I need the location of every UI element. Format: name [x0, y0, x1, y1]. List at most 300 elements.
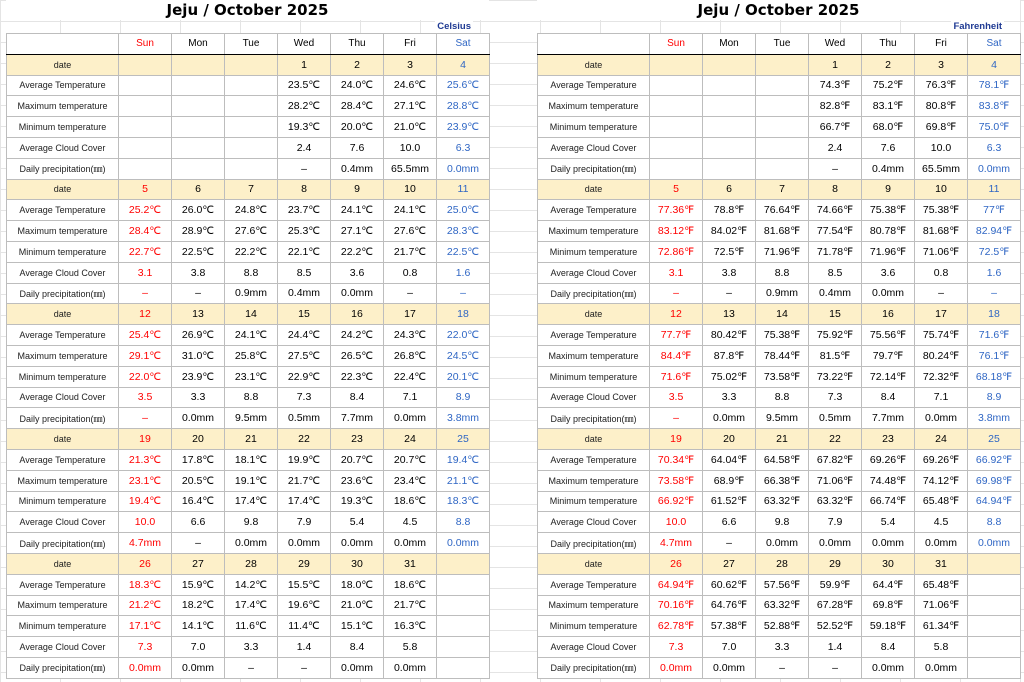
row-label: Average Temperature: [538, 574, 650, 595]
table-row: [7, 553, 490, 574]
value-cell: –: [172, 533, 225, 554]
value-cell: [756, 117, 809, 138]
date-cell: 12: [650, 304, 703, 325]
value-cell: 72.86℉: [650, 241, 703, 262]
value-cell: 62.78℉: [650, 616, 703, 637]
value-cell: 4.7mm: [119, 533, 172, 554]
value-cell: 20.5℃: [172, 470, 225, 491]
value-cell: 59.18℉: [862, 616, 915, 637]
row-label: Maximum temperature: [7, 470, 119, 491]
table-row: [538, 158, 1021, 179]
value-cell: 80.24℉: [915, 345, 968, 366]
row-label: Average Temperature: [7, 574, 119, 595]
value-cell: 22.2℃: [225, 241, 278, 262]
value-cell: 1.6: [968, 262, 1021, 283]
value-cell: [703, 75, 756, 96]
value-cell: 71.06℉: [915, 595, 968, 616]
row-label: Average Temperature: [7, 449, 119, 470]
table-row: [7, 200, 490, 221]
value-cell: 75.38℉: [862, 200, 915, 221]
value-cell: 8.4: [331, 637, 384, 658]
row-label: Minimum temperature: [7, 366, 119, 387]
value-cell: 73.22℉: [809, 366, 862, 387]
value-cell: 7.3: [650, 637, 703, 658]
value-cell: [968, 637, 1021, 658]
value-cell: 72.32℉: [915, 366, 968, 387]
value-cell: 0.0mm: [862, 533, 915, 554]
table-row: [7, 304, 490, 325]
table-row: [538, 595, 1021, 616]
value-cell: 8.5: [278, 262, 331, 283]
value-cell: 23.5℃: [278, 75, 331, 96]
value-cell: 66.7℉: [809, 117, 862, 138]
row-label: date: [538, 429, 650, 450]
value-cell: 21.7℃: [384, 241, 437, 262]
date-cell: 9: [331, 179, 384, 200]
value-cell: 24.1℃: [384, 200, 437, 221]
value-cell: 64.4℉: [862, 574, 915, 595]
value-cell: 20.1℃: [437, 366, 490, 387]
value-cell: 18.6℃: [384, 574, 437, 595]
value-cell: 21.0℃: [384, 117, 437, 138]
value-cell: 75.74℉: [915, 325, 968, 346]
date-cell: 17: [915, 304, 968, 325]
value-cell: 8.8: [968, 512, 1021, 533]
value-cell: 63.32℉: [809, 491, 862, 512]
row-label: Daily precipitation(㎜): [7, 657, 119, 678]
value-cell: 0.4mm: [331, 158, 384, 179]
table-row: [7, 637, 490, 658]
value-cell: 68.18℉: [968, 366, 1021, 387]
row-label: Average Cloud Cover: [538, 387, 650, 408]
table-row: [538, 533, 1021, 554]
value-cell: 21.3℃: [119, 449, 172, 470]
table-row: [538, 616, 1021, 637]
value-cell: 84.4℉: [650, 345, 703, 366]
header-blank: [538, 34, 650, 55]
value-cell: 3.3: [703, 387, 756, 408]
value-cell: 76.3℉: [915, 75, 968, 96]
value-cell: 75.02℉: [703, 366, 756, 387]
date-cell: 11: [437, 179, 490, 200]
value-cell: 8.4: [331, 387, 384, 408]
value-cell: 6.3: [968, 137, 1021, 158]
value-cell: 0.0mm: [650, 657, 703, 678]
value-cell: 8.9: [968, 387, 1021, 408]
row-label: Average Temperature: [538, 75, 650, 96]
value-cell: 75.0℉: [968, 117, 1021, 138]
value-cell: 2.4: [809, 137, 862, 158]
value-cell: 23.7℃: [278, 200, 331, 221]
value-cell: 0.0mm: [437, 158, 490, 179]
value-cell: 0.0mm: [703, 657, 756, 678]
value-cell: 14.2℃: [225, 574, 278, 595]
value-cell: 3.3: [172, 387, 225, 408]
date-cell: 20: [172, 429, 225, 450]
row-label: Average Cloud Cover: [538, 637, 650, 658]
value-cell: [437, 637, 490, 658]
table-row: [538, 283, 1021, 304]
date-cell: 23: [331, 429, 384, 450]
table-row: [538, 449, 1021, 470]
date-cell: 6: [172, 179, 225, 200]
date-cell: 26: [119, 553, 172, 574]
value-cell: 64.76℉: [703, 595, 756, 616]
value-cell: 8.8: [437, 512, 490, 533]
value-cell: 17.1℃: [119, 616, 172, 637]
value-cell: [703, 158, 756, 179]
value-cell: 7.1: [915, 387, 968, 408]
value-cell: 28.4℃: [331, 96, 384, 117]
value-cell: 63.32℉: [756, 595, 809, 616]
value-cell: [172, 96, 225, 117]
row-label: Minimum temperature: [7, 241, 119, 262]
value-cell: 71.78℉: [809, 241, 862, 262]
value-cell: 23.9℃: [437, 117, 490, 138]
value-cell: 82.94℉: [968, 221, 1021, 242]
value-cell: 15.5℃: [278, 574, 331, 595]
value-cell: 0.0mm: [809, 533, 862, 554]
value-cell: 3.1: [650, 262, 703, 283]
value-cell: 11.6℃: [225, 616, 278, 637]
value-cell: 0.0mm: [437, 533, 490, 554]
value-cell: 22.5℃: [172, 241, 225, 262]
table-row: [7, 325, 490, 346]
date-cell: 27: [703, 553, 756, 574]
date-cell: 30: [862, 553, 915, 574]
value-cell: 83.1℉: [862, 96, 915, 117]
value-cell: 71.6℉: [968, 325, 1021, 346]
value-cell: 26.9℃: [172, 325, 225, 346]
date-cell: 7: [225, 179, 278, 200]
row-label: Average Cloud Cover: [7, 512, 119, 533]
value-cell: 10.0: [384, 137, 437, 158]
value-cell: 77.54℉: [809, 221, 862, 242]
row-label: Average Cloud Cover: [538, 137, 650, 158]
value-cell: –: [119, 283, 172, 304]
value-cell: [119, 75, 172, 96]
row-label: Minimum temperature: [7, 616, 119, 637]
weekday-header: Thu: [331, 34, 384, 55]
value-cell: [437, 574, 490, 595]
value-cell: 0.0mm: [703, 408, 756, 429]
date-cell: 22: [278, 429, 331, 450]
date-cell: [756, 54, 809, 75]
row-label: Daily precipitation(㎜): [7, 408, 119, 429]
date-cell: 13: [703, 304, 756, 325]
row-label: Minimum temperature: [538, 241, 650, 262]
value-cell: 71.96℉: [756, 241, 809, 262]
value-cell: 70.16℉: [650, 595, 703, 616]
date-cell: 5: [650, 179, 703, 200]
table-row: [7, 241, 490, 262]
value-cell: 64.04℉: [703, 449, 756, 470]
table-row: [538, 137, 1021, 158]
value-cell: 28.9℃: [172, 221, 225, 242]
value-cell: 18.2℃: [172, 595, 225, 616]
value-cell: 7.7mm: [331, 408, 384, 429]
date-cell: [968, 553, 1021, 574]
value-cell: 25.8℃: [225, 345, 278, 366]
row-label: Daily precipitation(㎜): [538, 283, 650, 304]
celsius-table: [6, 33, 490, 679]
table-row: [538, 221, 1021, 242]
value-cell: –: [119, 408, 172, 429]
value-cell: 0.0mm: [172, 657, 225, 678]
value-cell: 9.5mm: [756, 408, 809, 429]
row-label: Minimum temperature: [538, 366, 650, 387]
row-label: Daily precipitation(㎜): [538, 158, 650, 179]
table-row: [7, 429, 490, 450]
value-cell: 4.7mm: [650, 533, 703, 554]
value-cell: [119, 137, 172, 158]
value-cell: 3.8: [172, 262, 225, 283]
value-cell: 28.2℃: [278, 96, 331, 117]
value-cell: 7.3: [119, 637, 172, 658]
value-cell: 80.42℉: [703, 325, 756, 346]
value-cell: 4.5: [384, 512, 437, 533]
table-row: [7, 491, 490, 512]
table-row: [7, 117, 490, 138]
value-cell: 20.0℃: [331, 117, 384, 138]
date-cell: 14: [225, 304, 278, 325]
date-cell: 8: [809, 179, 862, 200]
table-row: [538, 54, 1021, 75]
value-cell: 19.3℃: [331, 491, 384, 512]
table-row: [538, 408, 1021, 429]
value-cell: 22.2℃: [331, 241, 384, 262]
value-cell: 77℉: [968, 200, 1021, 221]
value-cell: 22.0℃: [119, 366, 172, 387]
value-cell: 19.4℃: [437, 449, 490, 470]
header-blank: [7, 34, 119, 55]
table-row: [7, 54, 490, 75]
value-cell: 0.0mm: [968, 158, 1021, 179]
date-cell: 18: [437, 304, 490, 325]
value-cell: –: [703, 283, 756, 304]
value-cell: 7.3: [809, 387, 862, 408]
date-cell: 3: [384, 54, 437, 75]
value-cell: [225, 117, 278, 138]
weekday-header: Tue: [225, 34, 278, 55]
value-cell: [703, 117, 756, 138]
value-cell: 25.4℃: [119, 325, 172, 346]
value-cell: 72.5℉: [703, 241, 756, 262]
value-cell: 66.92℉: [968, 449, 1021, 470]
date-cell: 28: [756, 553, 809, 574]
row-label: Maximum temperature: [7, 595, 119, 616]
value-cell: 8.5: [809, 262, 862, 283]
value-cell: 21.7℃: [384, 595, 437, 616]
value-cell: 0.9mm: [225, 283, 278, 304]
value-cell: 75.92℉: [809, 325, 862, 346]
value-cell: 19.3℃: [278, 117, 331, 138]
value-cell: 23.4℃: [384, 470, 437, 491]
value-cell: –: [172, 283, 225, 304]
value-cell: 19.9℃: [278, 449, 331, 470]
date-cell: 31: [384, 553, 437, 574]
value-cell: 24.2℃: [331, 325, 384, 346]
value-cell: 15.1℃: [331, 616, 384, 637]
table-row: [538, 553, 1021, 574]
table-row: [7, 470, 490, 491]
value-cell: [650, 137, 703, 158]
value-cell: 17.4℃: [225, 595, 278, 616]
table-row: [538, 304, 1021, 325]
table-row: [538, 200, 1021, 221]
value-cell: 83.12℉: [650, 221, 703, 242]
value-cell: 3.6: [862, 262, 915, 283]
value-cell: 24.8℃: [225, 200, 278, 221]
table-row: [7, 512, 490, 533]
value-cell: 7.6: [862, 137, 915, 158]
value-cell: [650, 117, 703, 138]
table-row: [538, 241, 1021, 262]
date-cell: 19: [650, 429, 703, 450]
row-label: Maximum temperature: [538, 470, 650, 491]
date-cell: 25: [968, 429, 1021, 450]
value-cell: 68.0℉: [862, 117, 915, 138]
value-cell: 71.06℉: [915, 241, 968, 262]
row-label: date: [7, 54, 119, 75]
date-cell: 10: [915, 179, 968, 200]
date-cell: [172, 54, 225, 75]
value-cell: 67.28℉: [809, 595, 862, 616]
value-cell: 27.1℃: [331, 221, 384, 242]
value-cell: 72.14℉: [862, 366, 915, 387]
table-row: [7, 533, 490, 554]
value-cell: 80.78℉: [862, 221, 915, 242]
row-label: Average Temperature: [7, 200, 119, 221]
value-cell: –: [437, 283, 490, 304]
row-label: Maximum temperature: [538, 595, 650, 616]
value-cell: 64.94℉: [968, 491, 1021, 512]
value-cell: 80.8℉: [915, 96, 968, 117]
date-cell: 1: [278, 54, 331, 75]
value-cell: [172, 75, 225, 96]
value-cell: 64.94℉: [650, 574, 703, 595]
date-cell: 4: [968, 54, 1021, 75]
value-cell: 65.48℉: [915, 574, 968, 595]
value-cell: 1.6: [437, 262, 490, 283]
value-cell: 78.44℉: [756, 345, 809, 366]
table-row: [538, 96, 1021, 117]
value-cell: 76.64℉: [756, 200, 809, 221]
value-cell: 0.4mm: [809, 283, 862, 304]
value-cell: 69.26℉: [862, 449, 915, 470]
date-cell: 28: [225, 553, 278, 574]
table-row: [538, 657, 1021, 678]
value-cell: [650, 75, 703, 96]
value-cell: 3.8mm: [437, 408, 490, 429]
row-label: date: [538, 304, 650, 325]
value-cell: 1.4: [809, 637, 862, 658]
value-cell: [225, 137, 278, 158]
date-cell: [119, 54, 172, 75]
fahrenheit-table: [537, 33, 1021, 679]
row-label: Minimum temperature: [538, 117, 650, 138]
value-cell: 71.6℉: [650, 366, 703, 387]
value-cell: 0.4mm: [278, 283, 331, 304]
value-cell: 81.68℉: [756, 221, 809, 242]
value-cell: 70.34℉: [650, 449, 703, 470]
date-cell: 22: [809, 429, 862, 450]
row-label: date: [538, 179, 650, 200]
date-cell: 20: [703, 429, 756, 450]
value-cell: 5.4: [862, 512, 915, 533]
value-cell: 18.3℃: [437, 491, 490, 512]
value-cell: –: [650, 283, 703, 304]
value-cell: 11.4℃: [278, 616, 331, 637]
value-cell: 3.5: [119, 387, 172, 408]
row-label: Average Cloud Cover: [538, 512, 650, 533]
value-cell: 3.6: [331, 262, 384, 283]
value-cell: 0.0mm: [119, 657, 172, 678]
header-row: [538, 34, 1021, 55]
row-label: Average Temperature: [7, 325, 119, 346]
date-cell: 11: [968, 179, 1021, 200]
date-cell: 29: [809, 553, 862, 574]
date-cell: 2: [862, 54, 915, 75]
value-cell: 0.5mm: [809, 408, 862, 429]
fahrenheit-unit-label: Fahrenheit: [953, 21, 1002, 32]
row-label: Daily precipitation(㎜): [538, 533, 650, 554]
date-cell: 6: [703, 179, 756, 200]
value-cell: 7.1: [384, 387, 437, 408]
value-cell: 6.6: [703, 512, 756, 533]
weekday-header: Wed: [809, 34, 862, 55]
weekday-header: Mon: [172, 34, 225, 55]
date-cell: 14: [756, 304, 809, 325]
row-label: Average Temperature: [7, 75, 119, 96]
value-cell: 0.8: [915, 262, 968, 283]
value-cell: 0.5mm: [278, 408, 331, 429]
celsius-title: Jeju / October 2025: [6, 0, 489, 20]
value-cell: 10.0: [119, 512, 172, 533]
value-cell: 69.8℉: [915, 117, 968, 138]
date-cell: 24: [915, 429, 968, 450]
table-row: [538, 429, 1021, 450]
value-cell: [703, 137, 756, 158]
row-label: Daily precipitation(㎜): [7, 283, 119, 304]
date-cell: 13: [172, 304, 225, 325]
value-cell: 71.96℉: [862, 241, 915, 262]
value-cell: 7.0: [703, 637, 756, 658]
value-cell: 24.0℃: [331, 75, 384, 96]
row-label: Average Cloud Cover: [7, 387, 119, 408]
table-row: [538, 325, 1021, 346]
value-cell: 22.9℃: [278, 366, 331, 387]
value-cell: 74.66℉: [809, 200, 862, 221]
row-label: Average Cloud Cover: [7, 262, 119, 283]
value-cell: 57.38℉: [703, 616, 756, 637]
value-cell: 0.0mm: [915, 657, 968, 678]
value-cell: 24.6℃: [384, 75, 437, 96]
celsius-unit-label: Celsius: [437, 21, 471, 32]
date-cell: 12: [119, 304, 172, 325]
date-cell: 21: [225, 429, 278, 450]
value-cell: 7.0: [172, 637, 225, 658]
weekday-header: Fri: [384, 34, 437, 55]
row-label: Average Temperature: [538, 449, 650, 470]
value-cell: [968, 595, 1021, 616]
value-cell: 74.48℉: [862, 470, 915, 491]
value-cell: 5.4: [331, 512, 384, 533]
row-label: Average Cloud Cover: [7, 637, 119, 658]
row-label: date: [538, 54, 650, 75]
value-cell: 19.1℃: [225, 470, 278, 491]
value-cell: 3.1: [119, 262, 172, 283]
